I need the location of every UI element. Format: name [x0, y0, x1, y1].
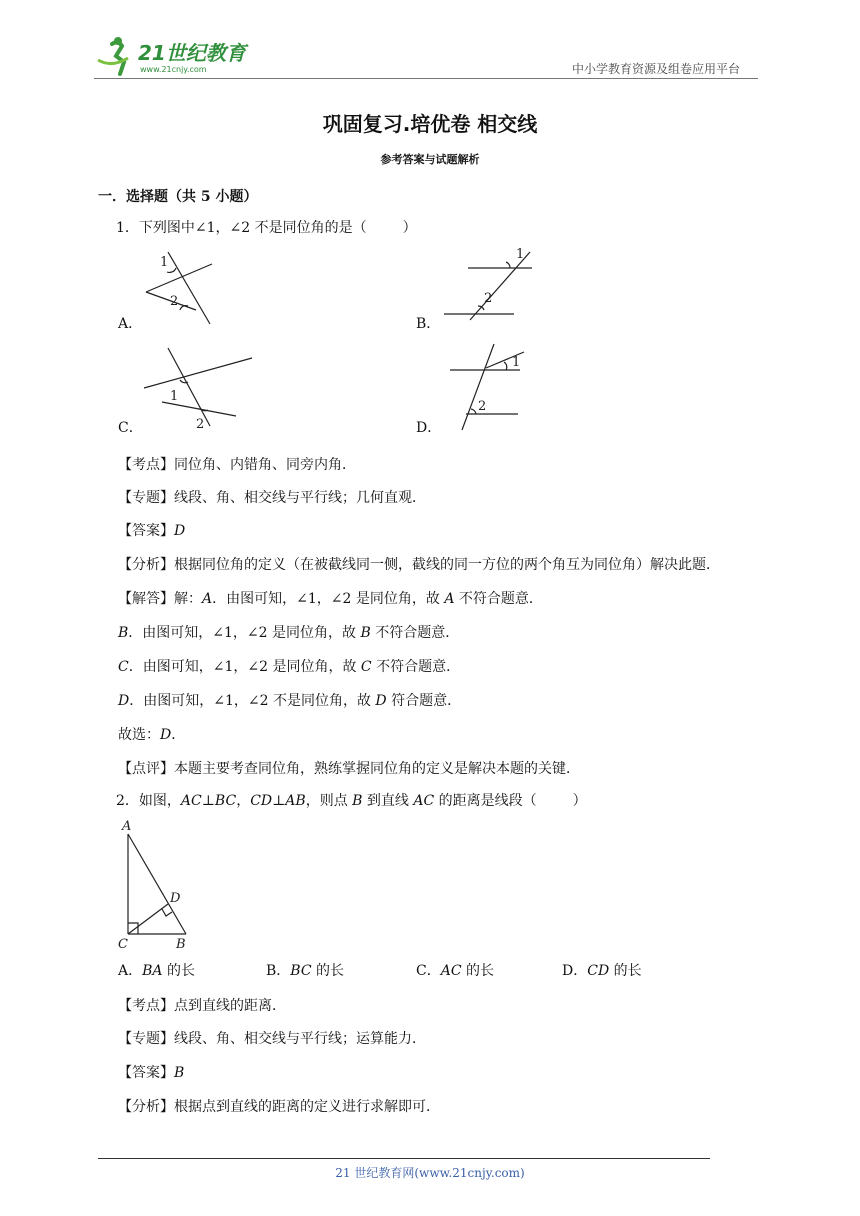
q2-option-d: D．CD 的长 [562, 963, 642, 979]
svg-text:2: 2 [170, 294, 179, 309]
q1-figure-d [446, 340, 536, 434]
q1-jieda-a: 【解答】解：A．由图可知，∠1，∠2 是同位角，故 A 不符合题意． [118, 591, 543, 607]
footer-link[interactable]: 21 世纪教育网(www.21cnjy.com) [335, 1166, 525, 1180]
q1-guxuan: 故选：D． [118, 727, 186, 743]
section-title: 一．选择题（共 5 小题） [98, 189, 258, 205]
svg-text:1: 1 [516, 247, 525, 262]
q2-option-b: B．BC 的长 [266, 963, 345, 979]
svg-text:2: 2 [478, 399, 487, 414]
svg-text:C: C [118, 937, 128, 952]
q2-figure [112, 818, 196, 954]
page-title: 巩固复习.培优卷 相交线 [322, 112, 538, 136]
svg-text:2: 2 [196, 417, 205, 432]
q1-figure-c [140, 344, 256, 434]
q1-option-b-label: B． [416, 316, 441, 332]
q2-option-a: A．BA 的长 [118, 963, 195, 979]
q1-stem: 1．下列图中∠1，∠2 不是同位角的是（ ） [116, 220, 417, 236]
q1-answer: 【答案】D [118, 523, 186, 539]
logo-url: www.21cnjy.com [140, 65, 207, 74]
svg-text:1: 1 [512, 355, 521, 370]
q1-figure-a [138, 248, 218, 328]
header-divider [94, 78, 758, 79]
q2-kaodian: 【考点】点到直线的距离． [118, 998, 286, 1014]
page-subtitle: 参考答案与试题解析 [380, 153, 480, 166]
logo-text: 21世纪教育 [138, 41, 246, 65]
q1-dianping: 【点评】本题主要考查同位角，熟练掌握同位角的定义是解决本题的关键． [118, 761, 580, 777]
svg-text:D: D [170, 891, 181, 906]
q2-stem: 2．如图，AC⊥BC，CD⊥AB，则点 B 到直线 AC 的距离是线段（ ） [116, 793, 587, 809]
q1-option-d-label: D． [416, 420, 442, 436]
site-logo[interactable] [94, 36, 259, 78]
q1-kaodian: 【考点】同位角、内错角、同旁内角． [118, 457, 356, 473]
footer-divider [98, 1158, 710, 1159]
q2-fenxi: 【分析】根据点到直线的距离的定义进行求解即可． [118, 1099, 440, 1115]
logo-graphic [94, 36, 259, 78]
q1-jieda-d: D．由图可知，∠1，∠2 不是同位角，故 D 符合题意． [118, 693, 462, 709]
q1-option-c-label: C． [118, 420, 143, 436]
q2-option-c: C．AC 的长 [416, 963, 494, 979]
q1-jieda-b: B．由图可知，∠1，∠2 是同位角，故 B 不符合题意． [118, 625, 460, 641]
q1-option-a-label: A． [118, 316, 143, 332]
q1-fenxi: 【分析】根据同位角的定义（在被截线同一侧，截线的同一方位的两个角互为同位角）解决此题． [118, 557, 720, 573]
q2-zhuanti: 【专题】线段、角、相交线与平行线；运算能力． [118, 1031, 426, 1047]
svg-text:B: B [176, 937, 186, 952]
q1-jieda-c: C．由图可知，∠1，∠2 是同位角，故 C 不符合题意． [118, 659, 461, 675]
svg-text:1: 1 [160, 255, 169, 270]
q1-figure-b [440, 242, 536, 322]
svg-text:2: 2 [484, 291, 493, 306]
header-platform-text: 中小学教育资源及组卷应用平台 [572, 62, 741, 76]
svg-text:A: A [122, 819, 132, 834]
q2-answer: 【答案】B [118, 1065, 185, 1081]
svg-text:1: 1 [170, 389, 179, 404]
q1-zhuanti: 【专题】线段、角、相交线与平行线；几何直观． [118, 490, 426, 506]
